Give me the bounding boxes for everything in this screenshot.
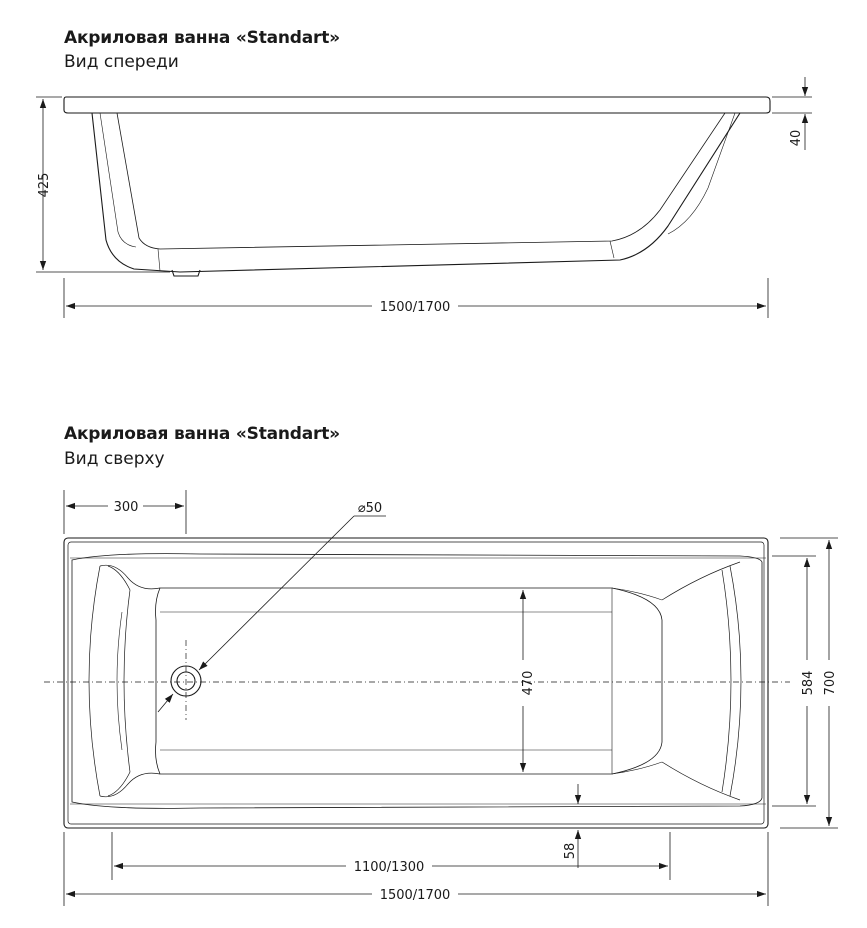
drain-foot [172, 270, 200, 276]
front-view-subtitle: Вид спереди [64, 52, 179, 72]
rim-label: 40 [789, 129, 804, 147]
width-label: 584 [801, 670, 816, 696]
tub-bowl-edge [72, 554, 762, 809]
tub-inner-line-2 [100, 113, 136, 247]
tub-inner-line [117, 113, 725, 249]
length-label: 1500/1700 [379, 300, 451, 315]
top-view-subtitle: Вид сверху [64, 449, 165, 469]
inner-width-label: 470 [521, 670, 536, 696]
front-view [64, 97, 770, 276]
outer-length-label: 1500/1700 [379, 888, 451, 903]
wall-label: 58 [563, 842, 578, 860]
front-view-title: Акриловая ванна «Standart» [64, 28, 340, 48]
tub-floor [156, 588, 663, 774]
drain-label: ⌀50 [357, 501, 383, 516]
inner-length-label: 1100/1300 [353, 860, 425, 875]
height-label: 425 [37, 172, 52, 198]
outer-width-label: 700 [823, 670, 838, 696]
top-dimensions [64, 490, 838, 906]
top-view-title: Акриловая ванна «Standart» [64, 424, 340, 444]
top-view [64, 538, 768, 828]
offset-label: 300 [113, 500, 139, 515]
drain-leader [199, 516, 354, 670]
tub-rim [64, 97, 770, 113]
tub-rim-inner [68, 542, 764, 824]
